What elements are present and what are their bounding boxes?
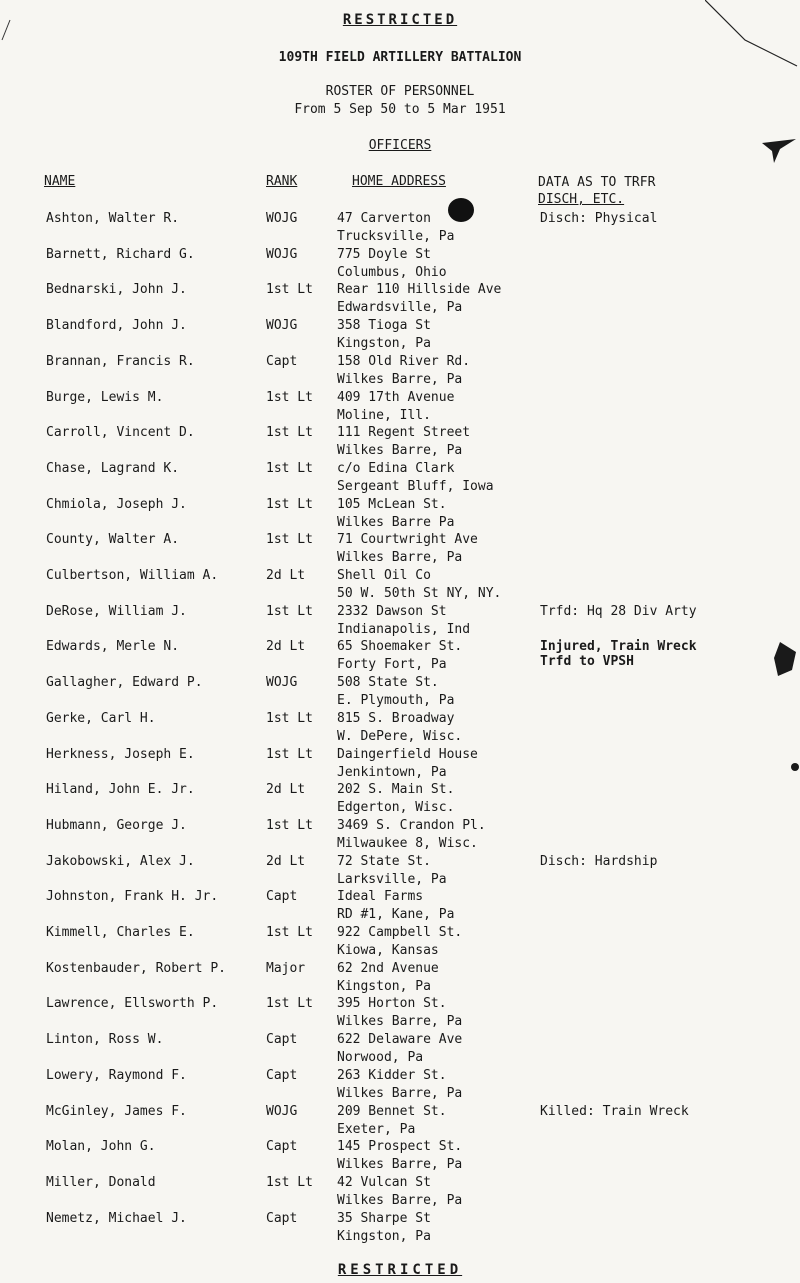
officer-row — [0, 961, 800, 997]
officer-address-line2: Wilkes Barre, Pa — [337, 550, 463, 565]
officer-address-line1: 409 17th Avenue — [337, 390, 455, 405]
officer-rank: 1st Lt — [266, 532, 313, 547]
officer-rank: WOJG — [266, 211, 298, 226]
officer-row — [0, 782, 800, 818]
officer-rank: Capt — [266, 1139, 298, 1154]
officer-row — [0, 1104, 800, 1140]
column-header-data — [538, 174, 655, 208]
officer-row — [0, 461, 800, 497]
officer-row — [0, 211, 800, 247]
officer-rank: 2d Lt — [266, 568, 306, 583]
officer-name: DeRose, William J. — [46, 604, 187, 619]
officer-address-line2: Jenkintown, Pa — [337, 765, 447, 780]
officer-address-line1: 145 Prospect St. — [337, 1139, 463, 1154]
officer-address-line2: W. DePere, Wisc. — [337, 729, 463, 744]
officer-status-note: Disch: Hardship — [540, 854, 658, 869]
officer-name: Gerke, Carl H. — [46, 711, 156, 726]
officer-row — [0, 889, 800, 925]
officer-address-line2: 50 W. 50th St NY, NY. — [337, 586, 502, 601]
officer-address-line1: 111 Regent Street — [337, 425, 471, 440]
officer-name: Culbertson, William A. — [46, 568, 219, 583]
unit-title: 109TH FIELD ARTILLERY BATTALION — [278, 50, 522, 65]
roster-title: ROSTER OF PERSONNEL — [325, 84, 475, 99]
officer-name: Lowery, Raymond F. — [46, 1068, 187, 1083]
officer-address-line2: Norwood, Pa — [337, 1050, 424, 1065]
officer-rank: 1st Lt — [266, 282, 313, 297]
officer-rank: WOJG — [266, 675, 298, 690]
officer-name: Nemetz, Michael J. — [46, 1211, 187, 1226]
officer-rank: 1st Lt — [266, 1175, 313, 1190]
officer-name: Miller, Donald — [46, 1175, 156, 1190]
officer-rank: 1st Lt — [266, 390, 313, 405]
officer-row — [0, 1068, 800, 1104]
officer-name: Gallagher, Edward P. — [46, 675, 203, 690]
officer-address-line2: Kingston, Pa — [337, 979, 431, 994]
officer-address-line1: 71 Courtwright Ave — [337, 532, 478, 547]
officer-name: Edwards, Merle N. — [46, 639, 180, 654]
officer-row — [0, 282, 800, 318]
officer-row — [0, 747, 800, 783]
officer-address-line2: Trucksville, Pa — [337, 229, 455, 244]
officer-rank: 1st Lt — [266, 461, 313, 476]
officer-rank: WOJG — [266, 1104, 298, 1119]
officer-rank: 1st Lt — [266, 996, 313, 1011]
officer-name: Brannan, Francis R. — [46, 354, 195, 369]
officer-address-line1: Shell Oil Co — [337, 568, 431, 583]
officer-address-line1: 358 Tioga St — [337, 318, 431, 333]
officer-rank: Capt — [266, 1211, 298, 1226]
officer-name: Bednarski, John J. — [46, 282, 187, 297]
officer-rank: 1st Lt — [266, 747, 313, 762]
officer-address-line2: Columbus, Ohio — [337, 265, 447, 280]
officer-address-line1: 508 State St. — [337, 675, 439, 690]
officer-status-note: Trfd: Hq 28 Div Arty — [540, 604, 697, 619]
officer-name: Kostenbauder, Robert P. — [46, 961, 227, 976]
officer-address-line2: Indianapolis, Ind — [337, 622, 471, 637]
officer-rank: 2d Lt — [266, 854, 306, 869]
officer-row — [0, 532, 800, 568]
officer-address-line1: Daingerfield House — [337, 747, 478, 762]
officer-address-line2: Larksville, Pa — [337, 872, 447, 887]
officer-rank: WOJG — [266, 318, 298, 333]
roster-dates: From 5 Sep 50 to 5 Mar 1951 — [294, 102, 506, 117]
officer-address-line1: Ideal Farms — [337, 889, 424, 904]
officer-rank: 1st Lt — [266, 604, 313, 619]
officer-address-line1: 263 Kidder St. — [337, 1068, 447, 1083]
officer-row — [0, 639, 800, 675]
officer-name: Hiland, John E. Jr. — [46, 782, 195, 797]
officer-rank: Capt — [266, 1032, 298, 1047]
officer-rank: Major — [266, 961, 306, 976]
column-header-data-line1: DATA AS TO TRFR — [538, 175, 656, 190]
officer-rank: 1st Lt — [266, 425, 313, 440]
restricted-footer: RESTRICTED — [337, 1262, 463, 1278]
officer-row — [0, 497, 800, 533]
officer-address-line1: 3469 S. Crandon Pl. — [337, 818, 486, 833]
officer-address-line2: E. Plymouth, Pa — [337, 693, 455, 708]
officer-name: Jakobowski, Alex J. — [46, 854, 195, 869]
officer-name: Linton, Ross W. — [46, 1032, 164, 1047]
officer-name: Johnston, Frank H. Jr. — [46, 889, 219, 904]
officer-name: Kimmell, Charles E. — [46, 925, 195, 940]
officer-name: Herkness, Joseph E. — [46, 747, 195, 762]
officer-address-line2: Edwardsville, Pa — [337, 300, 463, 315]
officer-address-line1: 2332 Dawson St — [337, 604, 447, 619]
officer-address-line2: Exeter, Pa — [337, 1122, 416, 1137]
column-header-name: NAME — [44, 174, 76, 189]
officer-name: Hubmann, George J. — [46, 818, 187, 833]
officer-row — [0, 818, 800, 854]
officer-row — [0, 996, 800, 1032]
restricted-header: RESTRICTED — [342, 12, 458, 28]
officer-status-note: Injured, Train Wreck — [540, 639, 697, 654]
officer-address-line1: 815 S. Broadway — [337, 711, 455, 726]
officer-address-line1: 209 Bennet St. — [337, 1104, 447, 1119]
officer-rank: 1st Lt — [266, 925, 313, 940]
officer-address-line2: Kiowa, Kansas — [337, 943, 439, 958]
officer-address-line2: Edgerton, Wisc. — [337, 800, 455, 815]
officer-status-note: Disch: Physical — [540, 211, 658, 226]
officer-row — [0, 711, 800, 747]
column-header-rank: RANK — [266, 174, 298, 189]
officer-address-line2: Kingston, Pa — [337, 1229, 431, 1244]
officer-address-line2: Wilkes Barre, Pa — [337, 1014, 463, 1029]
officer-name: Ashton, Walter R. — [46, 211, 180, 226]
column-header-data-line2: DISCH, ETC. — [538, 192, 625, 207]
officer-name: County, Walter A. — [46, 532, 180, 547]
officer-row — [0, 1211, 800, 1247]
officer-name: Barnett, Richard G. — [46, 247, 195, 262]
officer-row — [0, 1175, 800, 1211]
officer-address-line1: 775 Doyle St — [337, 247, 431, 262]
officer-row — [0, 247, 800, 283]
officer-address-line2: Forty Fort, Pa — [337, 657, 447, 672]
officer-name: Burge, Lewis M. — [46, 390, 164, 405]
officer-name: Chmiola, Joseph J. — [46, 497, 187, 512]
officer-address-line1: 47 Carverton — [337, 211, 431, 226]
officer-status-note2: Trfd to VPSH — [540, 654, 634, 669]
officer-row — [0, 568, 800, 604]
officer-row — [0, 1139, 800, 1175]
officer-row — [0, 854, 800, 890]
officer-address-line1: 395 Horton St. — [337, 996, 447, 1011]
officer-address-line2: Wilkes Barre Pa — [337, 515, 455, 530]
officer-rank: WOJG — [266, 247, 298, 262]
officer-status-note: Killed: Train Wreck — [540, 1104, 689, 1119]
officer-row — [0, 318, 800, 354]
officer-row — [0, 354, 800, 390]
section-title: OFFICERS — [368, 138, 432, 153]
officer-address-line2: Wilkes Barre, Pa — [337, 1086, 463, 1101]
officer-address-line1: 922 Campbell St. — [337, 925, 463, 940]
column-header-address: HOME ADDRESS — [352, 174, 446, 189]
officer-name: Lawrence, Ellsworth P. — [46, 996, 219, 1011]
officer-rank: 2d Lt — [266, 639, 306, 654]
officer-address-line1: 72 State St. — [337, 854, 431, 869]
officer-address-line1: 622 Delaware Ave — [337, 1032, 463, 1047]
officer-address-line1: 62 2nd Avenue — [337, 961, 439, 976]
officer-rank: 1st Lt — [266, 818, 313, 833]
officer-row — [0, 1032, 800, 1068]
officer-address-line1: Rear 110 Hillside Ave — [337, 282, 502, 297]
officer-address-line1: c/o Edina Clark — [337, 461, 455, 476]
officer-address-line1: 105 McLean St. — [337, 497, 447, 512]
officer-address-line2: Milwaukee 8, Wisc. — [337, 836, 478, 851]
officer-address-line2: Moline, Ill. — [337, 408, 431, 423]
officer-address-line1: 35 Sharpe St — [337, 1211, 431, 1226]
officer-name: Molan, John G. — [46, 1139, 156, 1154]
officer-name: Chase, Lagrand K. — [46, 461, 180, 476]
officer-address-line2: Wilkes Barre, Pa — [337, 443, 463, 458]
officer-name: Blandford, John J. — [46, 318, 187, 333]
officer-address-line1: 42 Vulcan St — [337, 1175, 431, 1190]
officer-address-line2: Wilkes Barre, Pa — [337, 1157, 463, 1172]
officer-row — [0, 925, 800, 961]
officer-rank: Capt — [266, 1068, 298, 1083]
officer-rank: Capt — [266, 354, 298, 369]
officer-row — [0, 390, 800, 426]
officer-address-line2: Wilkes Barre, Pa — [337, 372, 463, 387]
officer-rank: 2d Lt — [266, 782, 306, 797]
officer-address-line1: 202 S. Main St. — [337, 782, 455, 797]
officer-rank: 1st Lt — [266, 497, 313, 512]
officer-row — [0, 425, 800, 461]
officer-address-line1: 65 Shoemaker St. — [337, 639, 463, 654]
officer-name: Carroll, Vincent D. — [46, 425, 195, 440]
ink-smudge-icon — [760, 135, 798, 165]
officer-row — [0, 604, 800, 640]
officer-name: McGinley, James F. — [46, 1104, 187, 1119]
officer-address-line2: Kingston, Pa — [337, 336, 431, 351]
officer-address-line1: 158 Old River Rd. — [337, 354, 471, 369]
officer-address-line2: Wilkes Barre, Pa — [337, 1193, 463, 1208]
officer-address-line2: Sergeant Bluff, Iowa — [337, 479, 494, 494]
officer-rank: Capt — [266, 889, 298, 904]
officer-rank: 1st Lt — [266, 711, 313, 726]
officer-address-line2: RD #1, Kane, Pa — [337, 907, 455, 922]
officer-row — [0, 675, 800, 711]
